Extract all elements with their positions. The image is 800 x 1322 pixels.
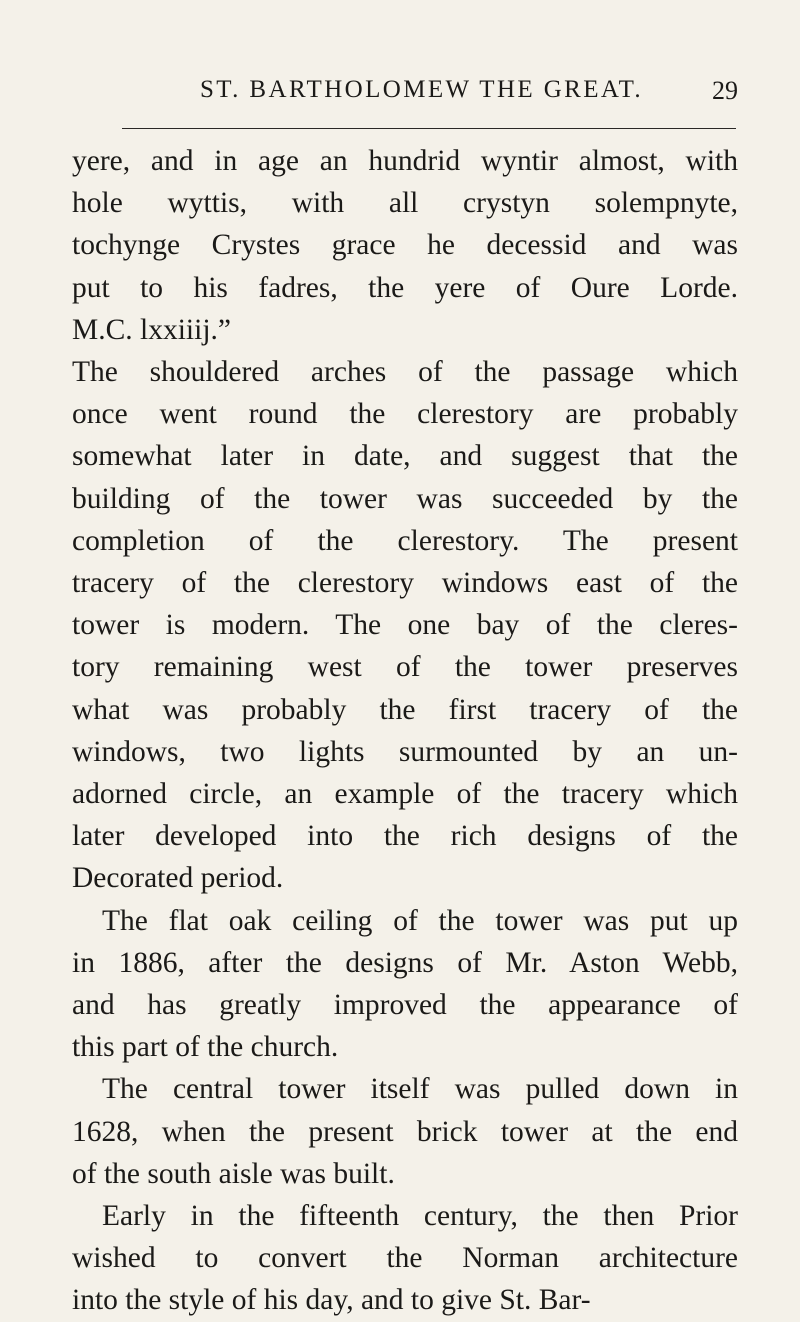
paragraph [72,900,738,1069]
text-line: in 1886, after the designs of Mr. Aston Webb, [72,946,738,979]
text-line: The central tower itself was pulled down in [102,1073,738,1106]
running-head [200,76,738,116]
paragraph [72,1195,738,1322]
paragraph [72,140,738,351]
text-line: The shouldered arches of the passage which [72,356,738,389]
text-line: yere, and in age an hundrid wyntir almost, with [72,145,738,177]
text-line: this part of the church. [72,1031,339,1064]
body-text [72,140,738,1322]
text-line: into the style of his day, and to give St. Bar- [72,1284,591,1317]
text-line: once went round the clerestory are probably [72,398,738,431]
text-line: Decorated period. [72,862,284,895]
text-line: what was probably the first tracery of the [72,693,738,726]
text-line: and has greatly improved the appearance of [72,989,738,1022]
text-line: building of the tower was succeeded by the [72,482,738,515]
paragraph [72,1068,738,1195]
text-line: hole wyttis, with all crystyn solempnyte, [72,187,738,220]
text-line: tracery of the clerestory windows east of the [72,567,738,600]
text-line: Early in the fifteenth century, the then Prior [102,1200,738,1233]
text-line: M.C. lxxiiij.” [72,313,231,346]
running-head-title: ST. BARTHOLOMEW THE GREAT. [200,76,644,103]
text-line: put to his fadres, the yere of Oure Lorde. [72,271,738,304]
text-line: tower is modern. The one bay of the cleres- [72,609,738,642]
text-line: tory remaining west of the tower preserves [72,651,738,684]
text-line: of the south aisle was built. [72,1157,395,1190]
text-line: The flat oak ceiling of the tower was put up [102,904,738,937]
text-line: tochynge Crystes grace he decessid and was [72,229,738,262]
text-line: 1628, when the present brick tower at the end [72,1115,738,1148]
header-rule [122,128,736,129]
text-line: completion of the clerestory. The present [72,524,738,557]
text-line: wished to convert the Norman architecture [72,1242,738,1275]
text-line: later developed into the rich designs of the [72,820,738,853]
text-line: windows, two lights surmounted by an un- [72,735,738,768]
text-line: adorned circle, an example of the tracery which [72,778,738,811]
text-line: somewhat later in date, and suggest that the [72,440,738,473]
paragraph [72,351,738,900]
page-number: 29 [712,76,738,105]
